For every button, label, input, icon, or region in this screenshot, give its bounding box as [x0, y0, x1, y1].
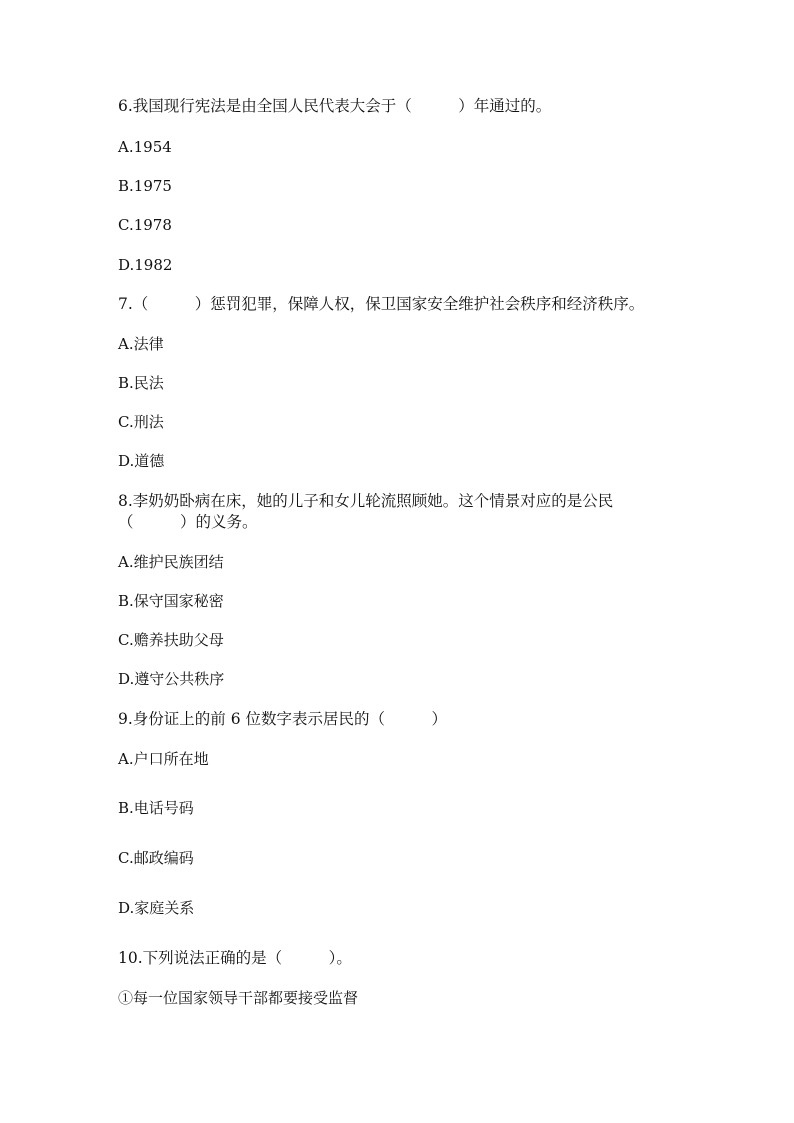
question-8-option-b: B.保守国家秘密 — [118, 592, 224, 610]
question-6-option-d: D.1982 — [118, 256, 173, 274]
question-8-option-c: C.赡养扶助父母 — [118, 631, 224, 649]
question-10-statement-1: ①每一位国家领导干部都要接受监督 — [118, 989, 359, 1007]
question-7-option-d: D.道德 — [118, 452, 165, 470]
question-9-option-d: D.家庭关系 — [118, 899, 195, 917]
question-7-option-b: B.民法 — [118, 374, 164, 392]
question-6-option-b: B.1975 — [118, 177, 172, 195]
question-6-option-c: C.1978 — [118, 216, 172, 234]
question-9-option-b: B.电话号码 — [118, 799, 194, 817]
question-7-option-c: C.刑法 — [118, 413, 164, 431]
question-7-option-a: A.法律 — [118, 335, 164, 353]
question-9-option-a: A.户口所在地 — [118, 750, 209, 768]
question-7-stem: 7.（ ）惩罚犯罪，保障人权，保卫国家安全维护社会秩序和经济秩序。 — [118, 295, 645, 313]
question-8-option-a: A.维护民族团结 — [118, 553, 224, 571]
question-9-stem: 9.身份证上的前 6 位数字表示居民的（ ） — [118, 710, 448, 728]
question-8-stem-line-1: 8.李奶奶卧病在床，她的儿子和女儿轮流照顾她。这个情景对应的是公民 — [118, 492, 614, 510]
question-10-stem: 10.下列说法正确的是（ ）。 — [118, 949, 352, 967]
question-8-option-d: D.遵守公共秩序 — [118, 670, 225, 688]
question-9-option-c: C.邮政编码 — [118, 849, 194, 867]
question-6-stem: 6.我国现行宪法是由全国人民代表大会于（ ）年通过的。 — [118, 97, 552, 115]
question-8-stem-line-2: （ ）的义务。 — [118, 513, 258, 531]
question-6-option-a: A.1954 — [118, 138, 172, 156]
